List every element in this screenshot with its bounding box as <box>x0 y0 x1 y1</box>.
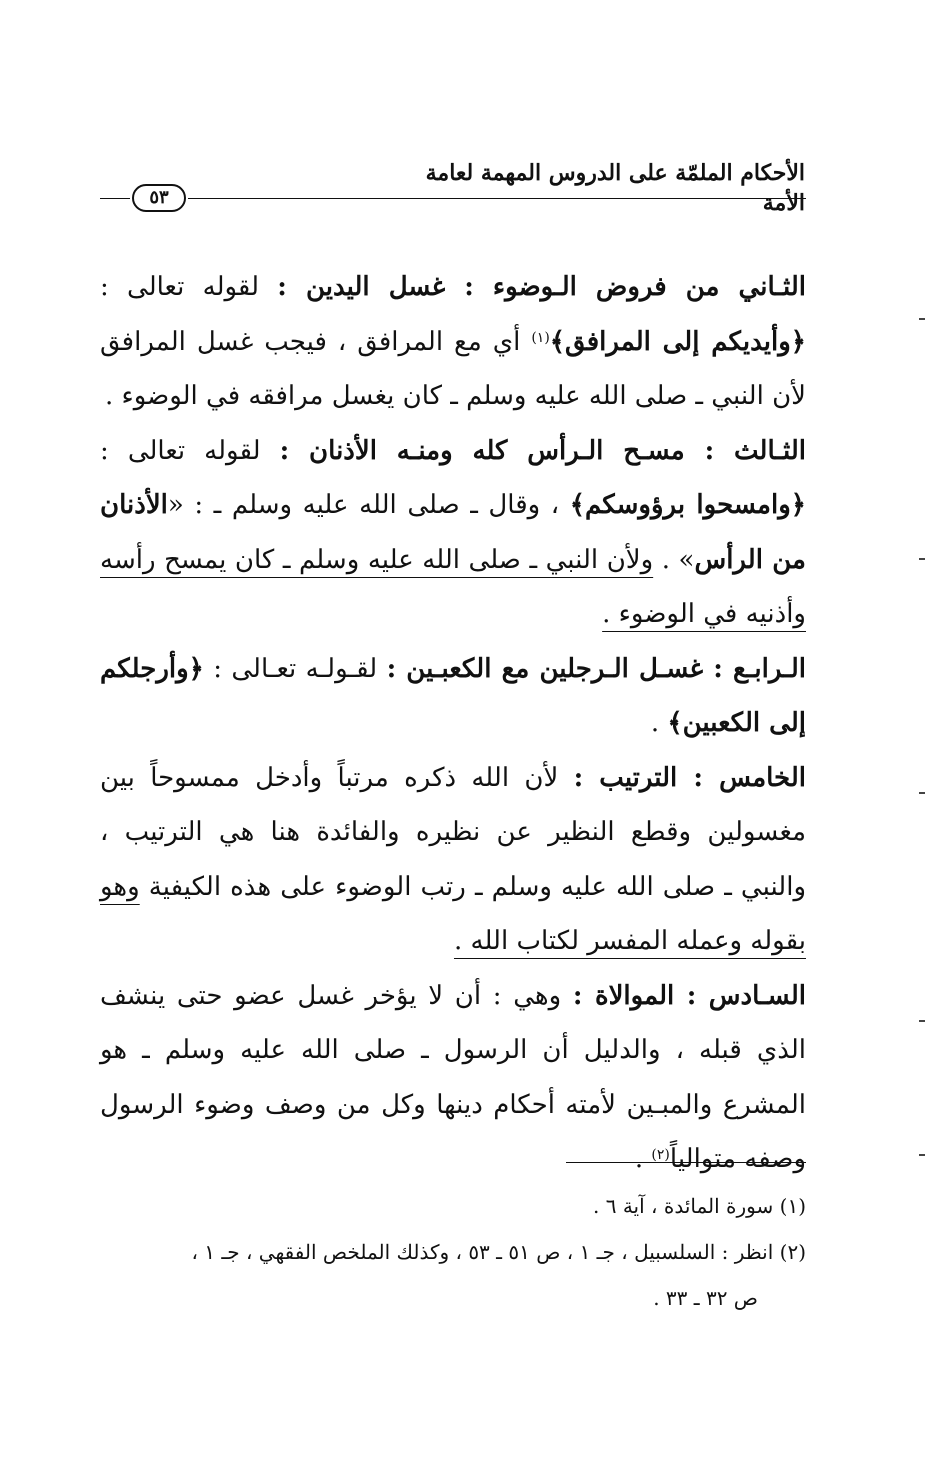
footnote-marker: (١) <box>531 329 550 346</box>
footnote-marker: (٢) <box>651 1147 670 1163</box>
edge-mark <box>919 1020 925 1022</box>
paragraph-heading: الـرابـع : غسـل الـرجلين مع الكعبـين : <box>386 653 806 684</box>
underlined-text: ولأن النبي ـ صلى الله عليه وسلم ـ كان يمسح رأسه وأذنيه في الوضوء . <box>100 544 806 629</box>
paragraph-heading: السـادس : الموالاة : <box>572 980 806 1011</box>
paragraph-fourth-obligation <box>100 642 806 751</box>
quran-verse: ﴿وأيديكم إلى المرافق﴾ <box>549 326 806 357</box>
paragraph-text: لقـولـه تعـالى : <box>213 653 387 684</box>
edge-mark <box>919 558 925 560</box>
header-rule-left <box>100 198 130 199</box>
paragraph-fifth-obligation <box>100 751 806 969</box>
paragraph-text: أي مع المرافق ، فيجب غسل المرافق لأن النبي ـ صلى الله عليه وسلم ـ كان يغسل مرافقه في الوضوء . <box>100 326 806 411</box>
paragraph-text: لقوله تعالى : <box>100 435 280 466</box>
edge-mark <box>919 792 925 794</box>
paragraph-text: » . <box>653 544 695 575</box>
footnote-2: (٢) انظر : السلسبيل ، جـ ١ ، ص ٥١ ـ ٥٣ ، وكذلك الملخص الفقهي ، جـ ١ ، <box>191 1240 806 1264</box>
running-header-title: الأحكام الملمّة على الدروس المهمة لعامة الأمة <box>425 160 805 216</box>
paragraph-heading: الخامس : الترتيب : <box>573 762 806 793</box>
main-text <box>100 260 806 1187</box>
paragraph-text: لأن الله ذكره مرتباً وأدخل ممسوحاً بين مغسولين وقطع النظير عن نظيره والفائدة هنا هي الترتيب ، والنبي ـ صلى الله عليه وسلم ـ رتب الوضوء على هذه الكيفية <box>100 762 806 902</box>
paragraph-text: . <box>634 1144 652 1174</box>
quran-verse: ﴿وامسحوا برؤوسكم﴾ <box>569 490 806 520</box>
paragraph-text: ، وقال ـ صلى الله عليه وسلم ـ : « <box>167 490 570 520</box>
paragraph-text: وهي : أن لا يؤخر غسل عضو حتى ينشف الذي قبله ، والدليل أن الرسول ـ صلى الله عليه وسلم ـ هو المشرع والمبـين لأمته أحكام دينها وكل من وصف وضوء الرسول وصفه متوالياً <box>100 980 806 1174</box>
footnote-1: (١) سورة المائدة ، آية ٦ . <box>593 1194 806 1218</box>
underlined-text: وهو بقوله وعمله المفسر لكتاب الله . <box>100 871 806 956</box>
footnote-2-continuation: ص ٣٢ ـ ٣٣ . <box>653 1286 758 1310</box>
header-rule-right <box>188 198 806 199</box>
quran-verse: ﴿وأرجلكم إلى الكعبين﴾ <box>100 653 806 738</box>
paragraph-sixth-obligation <box>100 969 806 1187</box>
page-number: ٥٣ <box>132 184 186 212</box>
edge-mark <box>919 318 925 320</box>
paragraph-heading: الثـاني من فروض الـوضوء : غسل اليدين : <box>277 272 806 302</box>
footnotes <box>100 1186 806 1324</box>
paragraph-text: لقوله تعالى : <box>100 272 278 302</box>
paragraph-text: . <box>650 708 668 738</box>
hadith-quote: الأذنان من الرأس <box>100 490 806 575</box>
paragraph-second-obligation <box>100 260 806 424</box>
paragraph-heading: الثـالث : مسـح الـرأس كله ومنـه الأذنان : <box>279 435 806 466</box>
footnote-separator <box>566 1162 806 1163</box>
paragraph-third-obligation <box>100 424 806 642</box>
edge-mark <box>919 1154 925 1156</box>
